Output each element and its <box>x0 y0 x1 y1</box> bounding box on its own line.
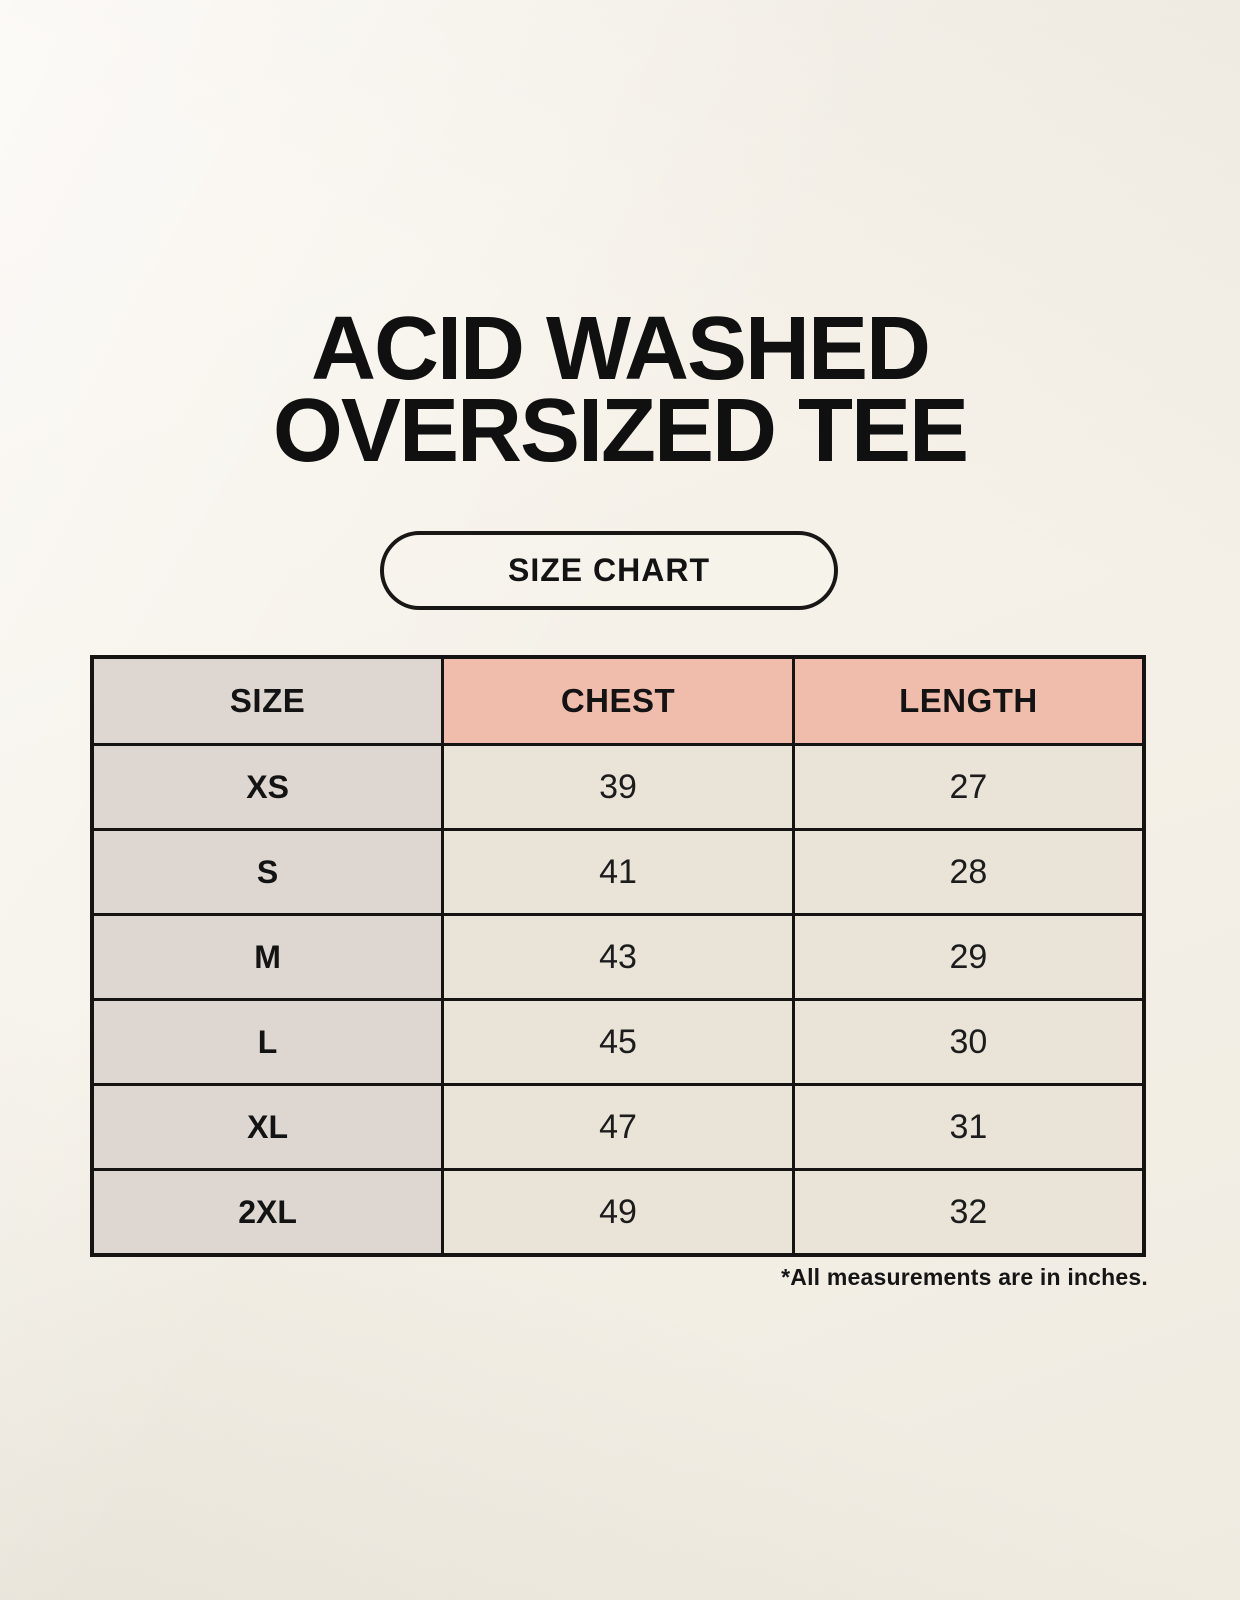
length-cell: 27 <box>793 745 1144 830</box>
size-chart-table <box>90 655 1146 1257</box>
length-cell: 31 <box>793 1085 1144 1170</box>
table-row <box>92 915 1144 1000</box>
size-cell: L <box>92 1000 443 1085</box>
size-cell: XL <box>92 1085 443 1170</box>
size-chart-button[interactable]: SIZE CHART <box>380 531 838 610</box>
table-row <box>92 1000 1144 1085</box>
chest-cell: 45 <box>443 1000 794 1085</box>
size-cell: M <box>92 915 443 1000</box>
measurements-note: *All measurements are in inches. <box>781 1264 1148 1290</box>
chest-cell: 47 <box>443 1085 794 1170</box>
length-cell: 28 <box>793 830 1144 915</box>
size-cell: XS <box>92 745 443 830</box>
length-cell: 32 <box>793 1170 1144 1256</box>
size-cell: 2XL <box>92 1170 443 1256</box>
length-cell: 30 <box>793 1000 1144 1085</box>
page-title <box>0 299 1240 481</box>
chest-cell: 39 <box>443 745 794 830</box>
chest-cell: 41 <box>443 830 794 915</box>
title-line-1: ACID WASHED <box>310 299 930 399</box>
chest-cell: 43 <box>443 915 794 1000</box>
size-cell: S <box>92 830 443 915</box>
table-row <box>92 830 1144 915</box>
column-header-length: LENGTH <box>793 657 1144 745</box>
table-header-row <box>92 657 1144 745</box>
column-header-chest: CHEST <box>443 657 794 745</box>
chest-cell: 49 <box>443 1170 794 1256</box>
column-header-size: SIZE <box>92 657 443 745</box>
table-row <box>92 1085 1144 1170</box>
table-row <box>92 1170 1144 1256</box>
length-cell: 29 <box>793 915 1144 1000</box>
title-line-2: OVERSIZED TEE <box>272 381 968 481</box>
table-row <box>92 745 1144 830</box>
